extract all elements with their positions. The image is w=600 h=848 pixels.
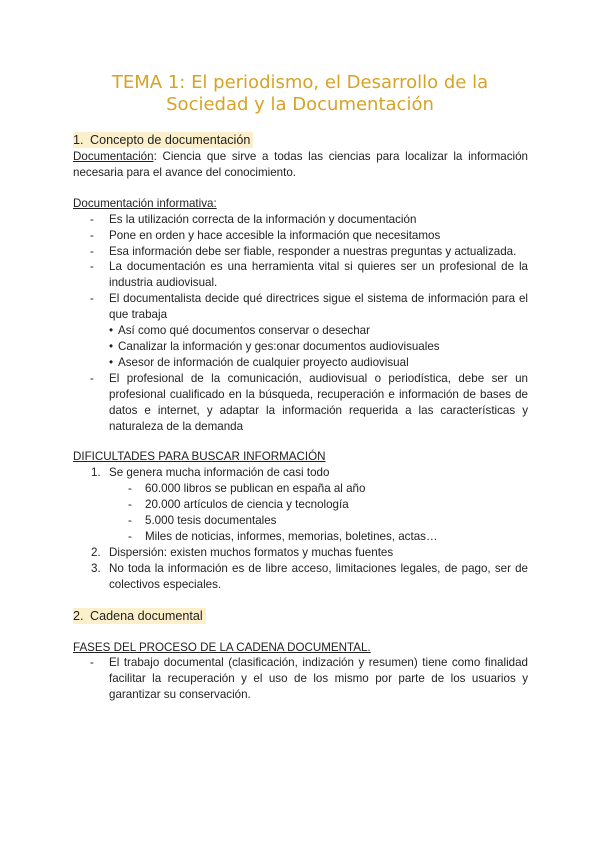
phases-list [73, 655, 528, 703]
sub-bullet-list [109, 323, 528, 371]
list-item: - Pone en orden y hace accesible la información que necesitamos [73, 228, 528, 244]
list-item-text: Dispersión: existen muchos formatos y muchas fuentes [109, 545, 394, 559]
list-item: - Es la utilización correcta de la información y documentación [73, 212, 528, 228]
list-item: - La documentación es una herramienta vital si quieres ser un profesional de la industria audiovisual. [73, 259, 528, 291]
list-item [73, 545, 528, 561]
document-title [60, 72, 540, 116]
list-item: - 5.000 tesis documentales [73, 513, 528, 529]
list-item-text: Se genera mucha información de casi todo [109, 466, 330, 480]
phases-heading: FASES DEL PROCESO DE LA CADENA DOCUMENTAL. [73, 640, 371, 654]
sub-bullet-item: • Así como qué documentos conservar o desechar [109, 323, 528, 339]
section-1-number: 1. [73, 133, 84, 147]
list-item [73, 465, 528, 545]
section-1-heading [73, 132, 528, 149]
subheading-documentacion-informativa: Documentación informativa: [73, 196, 217, 210]
sub-bullet-item: • Asesor de información de cualquier proyecto audiovisual [109, 355, 528, 371]
list-item-text: No toda la información es de libre acceso, limitaciones legales, de pago, ser de colectivos especiales. [109, 561, 528, 591]
list-item: - Esa información debe ser fiable, responder a nuestras preguntas y actualizada. [73, 244, 528, 260]
list-item-text: El documentalista decide qué directrices sigue el sistema de información para el que trabaja [109, 292, 528, 322]
list-item [73, 561, 528, 593]
informative-list [73, 212, 528, 435]
list-item: - Miles de noticias, informes, memorias, boletines, actas… [73, 529, 528, 545]
info-examples-list [73, 481, 528, 545]
definition-term: Documentación [73, 150, 154, 163]
item-number: 3. [91, 561, 101, 575]
sub-bullet-item: • Canalizar la información y ges:onar documentos audiovisuales [109, 339, 528, 355]
list-item: - El trabajo documental (clasificación, indización y resumen) tiene como finalidad facilitar la recuperación y el uso de los mismo por parte de los usuarios y garantizar su conservación. [73, 655, 528, 703]
list-item [73, 291, 528, 371]
section-2-title: Cadena documental [90, 608, 203, 623]
item-number: 2. [91, 545, 101, 559]
item-number: 1. [91, 466, 101, 480]
list-item: - 60.000 libros se publican en españa al año [73, 481, 528, 497]
list-item: - 20.000 artículos de ciencia y tecnología [73, 497, 528, 513]
definition-paragraph [73, 149, 528, 181]
list-item: - El profesional de la comunicación, audiovisual o periodística, debe ser un profesional cualificado en la búsqueda, recuperación e información de bases de datos e internet, y adaptar la información requerida a las características y naturaleza de la demanda [73, 371, 528, 435]
document-body [73, 132, 528, 703]
section-2-number: 2. [73, 608, 84, 623]
difficulties-heading: DIFICULTADES PARA BUSCAR INFORMACIÓN [73, 450, 326, 464]
difficulties-list [73, 465, 528, 592]
title-line-1: TEMA 1: El periodismo, el Desarrollo de la [111, 72, 489, 93]
section-2-heading [73, 608, 528, 625]
definition-text: : Ciencia que sirve a todas las ciencias para localizar la información necesaria para el avance del conocimiento. [73, 150, 528, 179]
title-line-2: Sociedad y la Documentación [166, 94, 434, 115]
section-1-title: Concepto de documentación [90, 133, 251, 147]
